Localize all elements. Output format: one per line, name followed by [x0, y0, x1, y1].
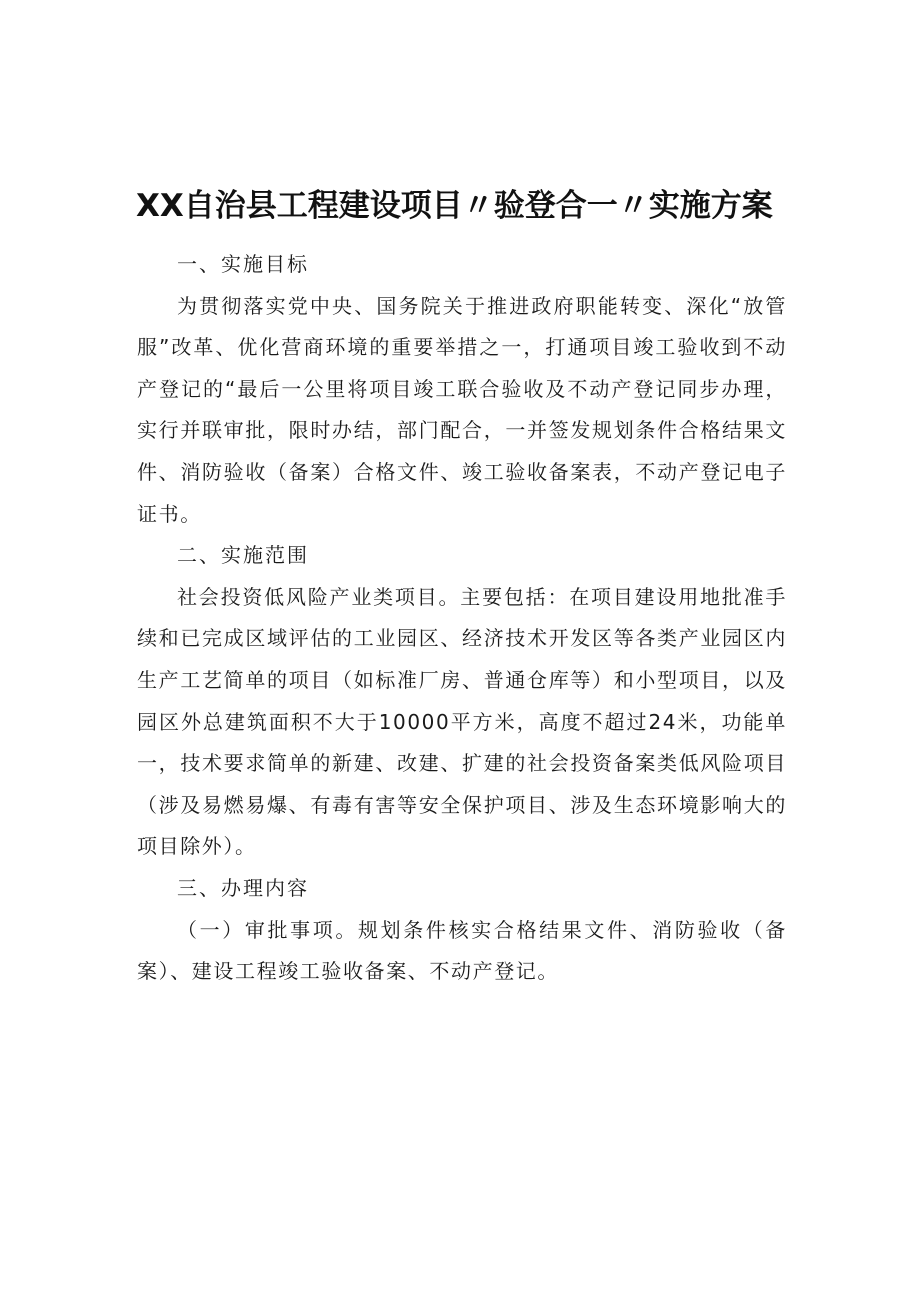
paragraph-scope: 社会投资低风险产业类项目。主要包括：在项目建设用地批准手续和已完成区域评估的工业园区、经济技术开发区等各类产业园区内生产工艺简单的项目（如标准厂房、普通仓库等）和小型项目，以及园区外总建筑面积不大于10000平方米，高度不超过24米，功能单一，技术要求简单的新建、改建、扩建的社会投资备案类低风险项目（涉及易燃易爆、有毒有害等安全保护项目、涉及生态环境影响大的项目除外）。 [137, 584, 787, 859]
section-heading-scope: 二、实施范围 [177, 543, 309, 568]
section-heading-content: 三、办理内容 [177, 875, 309, 900]
paragraph-approval-items: （一）审批事项。规划条件核实合格结果文件、消防验收（备案）、建设工程竣工验收备案、不动产登记。 [137, 917, 787, 984]
paragraph-objectives: 为贯彻落实党中央、国务院关于推进政府职能转变、深化“放管服”改革、优化营商环境的重要举措之一，打通项目竣工验收到不动产登记的“最后一公里将项目竣工联合验收及不动产登记同步办理，实行并联审批，限时办结，部门配合，一并签发规划条件合格结果文件、消防验收（备案）合格文件、竣工验收备案表，不动产登记电子证书。 [137, 293, 787, 526]
section-heading-objectives: 一、实施目标 [177, 252, 309, 276]
document-title: XX自治县工程建设项目〃验登合一〃实施方案 [136, 188, 773, 224]
document-body [137, 244, 787, 993]
